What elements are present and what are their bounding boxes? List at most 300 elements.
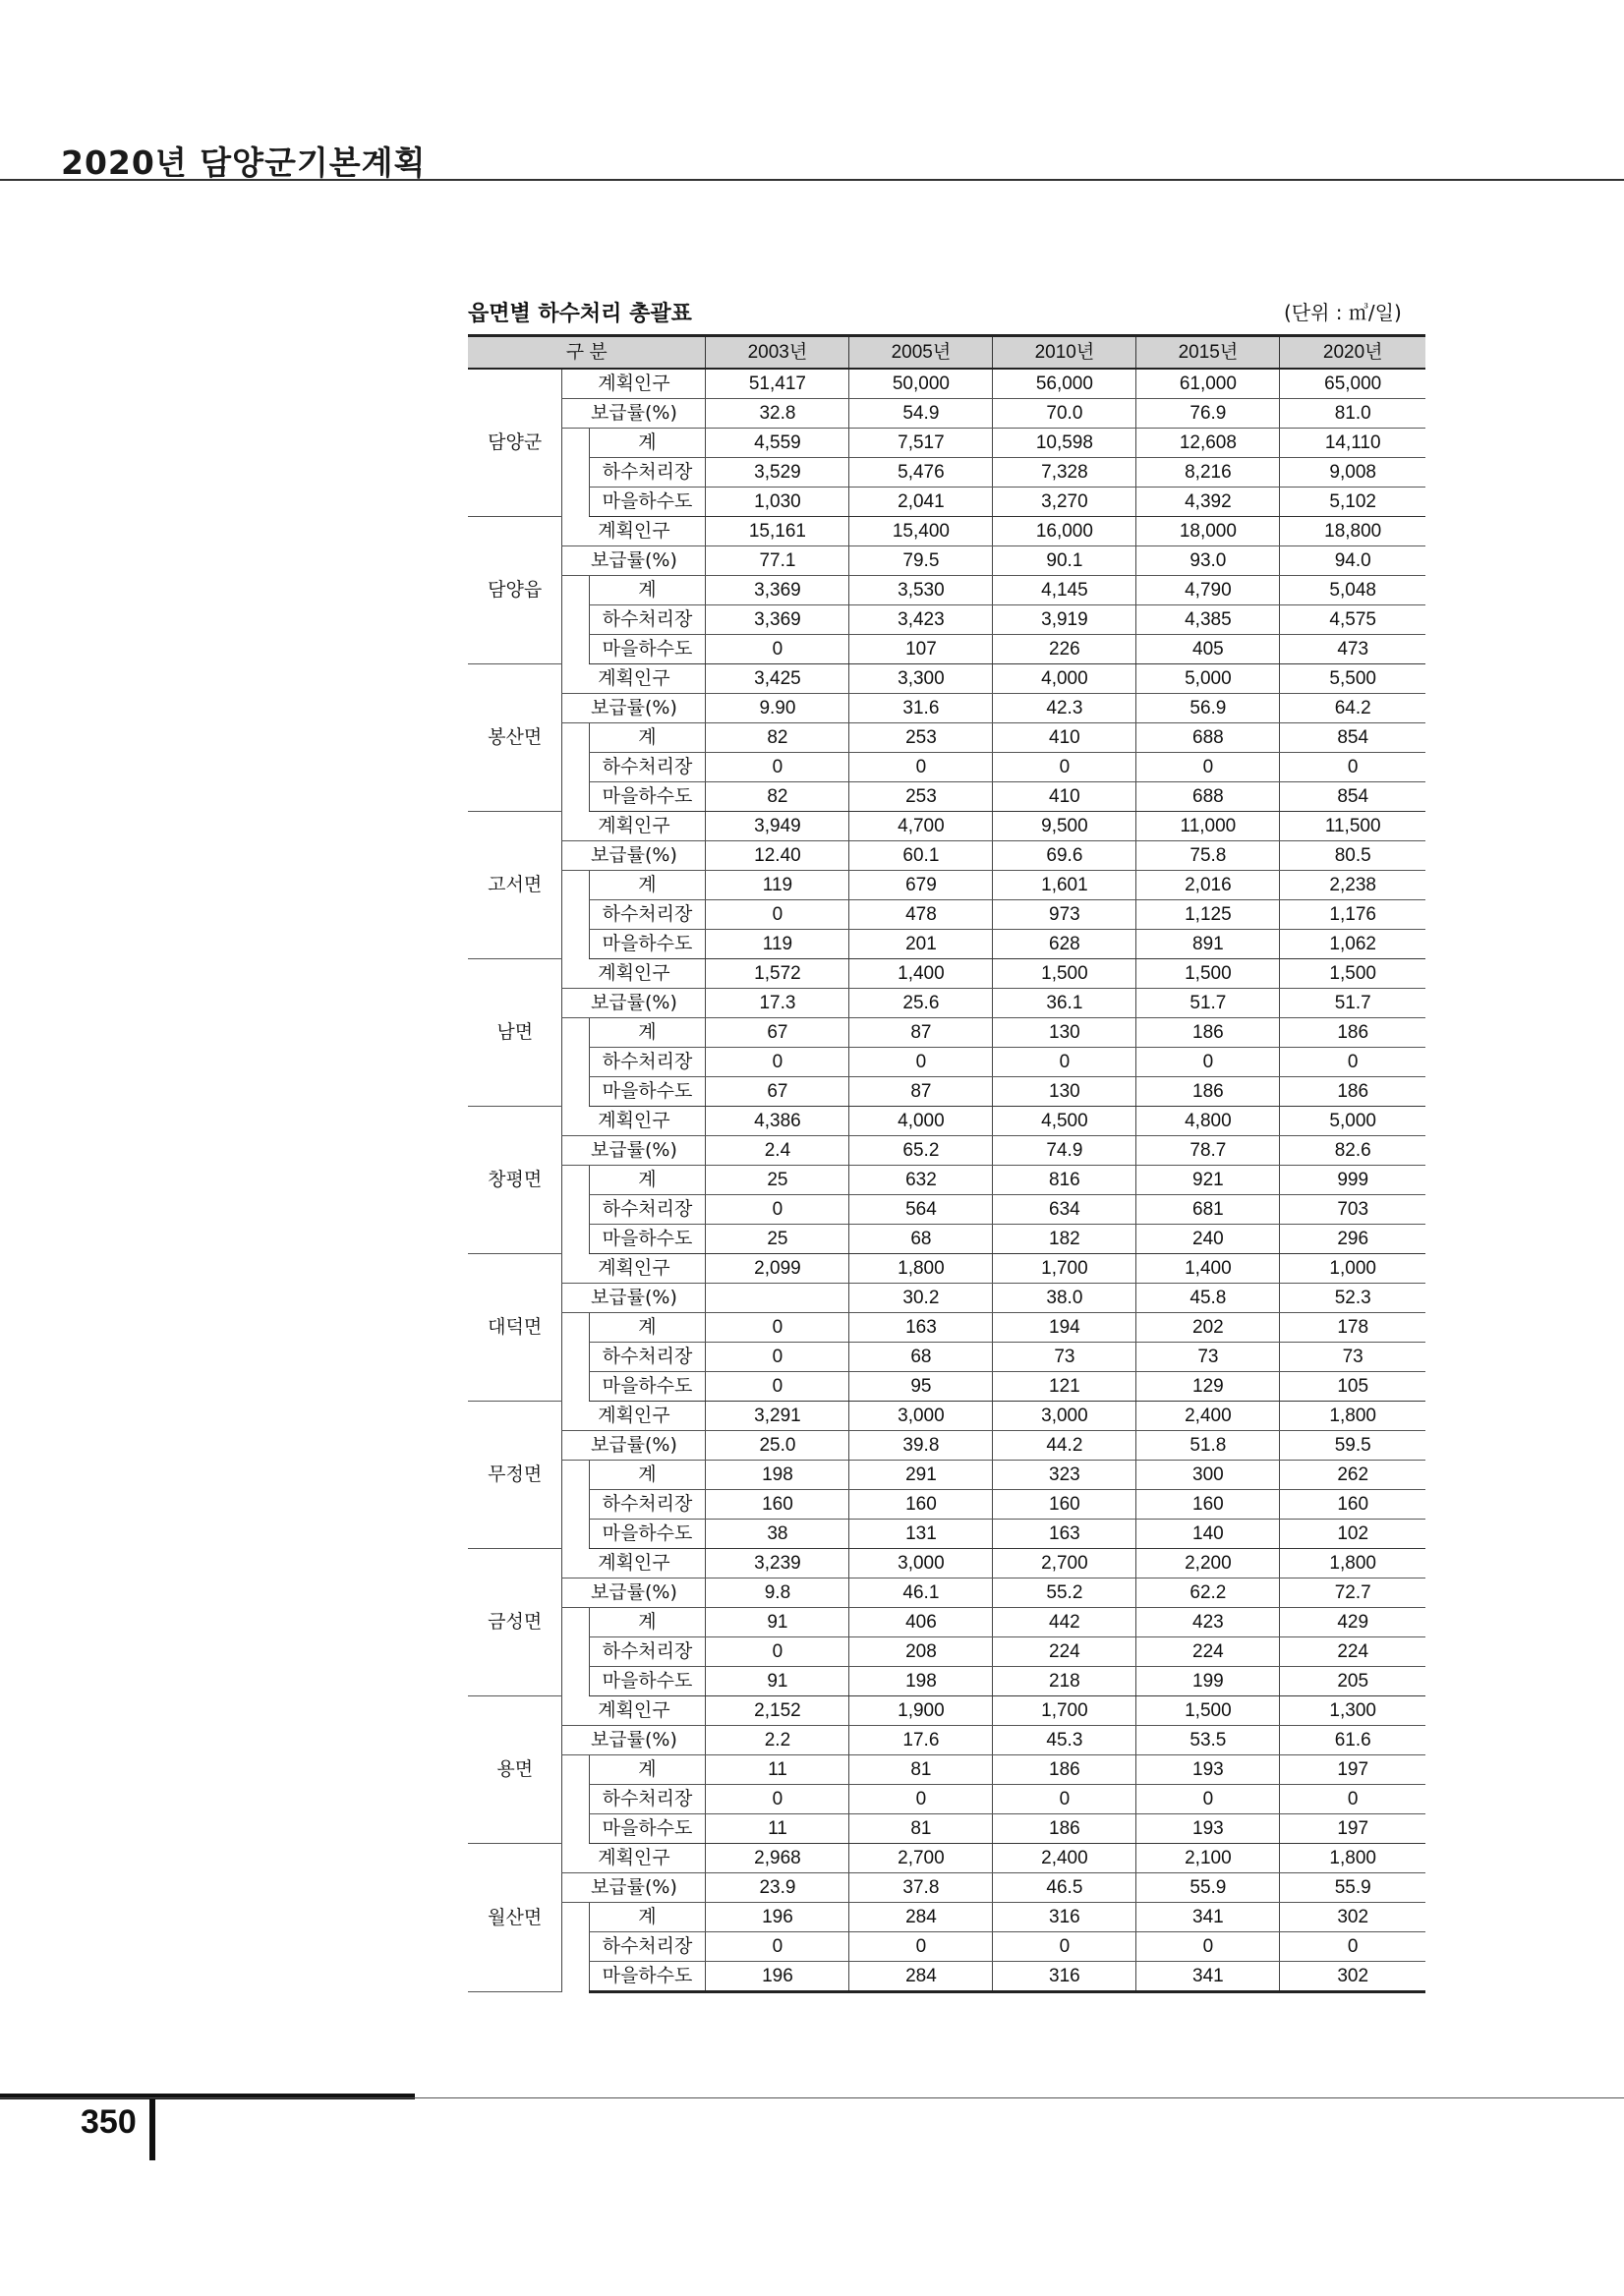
value-cell: 2.4: [706, 1136, 849, 1166]
value-cell: 130: [993, 1077, 1136, 1107]
value-cell: 163: [993, 1520, 1136, 1549]
row-label: 계획인구: [562, 1549, 706, 1578]
area-name: 남면: [468, 959, 562, 1107]
value-cell: 193: [1136, 1755, 1280, 1785]
table-row: [468, 1932, 1425, 1962]
value-cell: 253: [849, 782, 993, 812]
value-cell: 5,000: [1136, 664, 1280, 694]
value-cell: 4,700: [849, 812, 993, 841]
value-cell: 5,476: [849, 458, 993, 488]
value-cell: 0: [1280, 753, 1425, 782]
value-cell: 75.8: [1136, 841, 1280, 871]
table-row: [468, 1490, 1425, 1520]
value-cell: 2,099: [706, 1254, 849, 1284]
value-cell: 1,062: [1280, 930, 1425, 959]
value-cell: 11,500: [1280, 812, 1425, 841]
value-cell: 0: [849, 1932, 993, 1962]
value-cell: 296: [1280, 1225, 1425, 1254]
value-cell: 1,800: [1280, 1844, 1425, 1873]
value-cell: 3,425: [706, 664, 849, 694]
value-cell: 5,500: [1280, 664, 1425, 694]
table-row: [468, 1696, 1425, 1726]
row-label: 계: [589, 576, 706, 605]
value-cell: 36.1: [993, 989, 1136, 1018]
table-row: [468, 1461, 1425, 1490]
table-row: [468, 1254, 1425, 1284]
value-cell: 11,000: [1136, 812, 1280, 841]
table-row: [468, 1402, 1425, 1431]
value-cell: 2,238: [1280, 871, 1425, 900]
table-row: [468, 1844, 1425, 1873]
table-row: [468, 664, 1425, 694]
table-row: [468, 782, 1425, 812]
value-cell: 32.8: [706, 399, 849, 429]
area-name: 용면: [468, 1696, 562, 1844]
page-marker: [149, 2099, 155, 2160]
value-cell: 119: [706, 871, 849, 900]
table-row: [468, 1667, 1425, 1696]
table-row: [468, 1873, 1425, 1903]
value-cell: 1,500: [1136, 959, 1280, 989]
value-cell: 62.2: [1136, 1578, 1280, 1608]
value-cell: 9,008: [1280, 458, 1425, 488]
header-category: 구 분: [468, 336, 706, 370]
value-cell: 39.8: [849, 1431, 993, 1461]
value-cell: 0: [706, 1343, 849, 1372]
value-cell: 1,601: [993, 871, 1136, 900]
value-cell: 12,608: [1136, 429, 1280, 458]
value-cell: 51.7: [1136, 989, 1280, 1018]
table-row: [468, 1520, 1425, 1549]
row-label: 계: [589, 1903, 706, 1932]
value-cell: 68: [849, 1343, 993, 1372]
row-label: 계: [589, 1166, 706, 1195]
value-cell: 3,000: [849, 1549, 993, 1578]
table-header-row: [468, 336, 1425, 370]
value-cell: 178: [1280, 1313, 1425, 1343]
value-cell: 193: [1136, 1814, 1280, 1844]
header-year: 2003년: [706, 336, 849, 370]
value-cell: 0: [849, 1785, 993, 1814]
value-cell: 224: [1280, 1637, 1425, 1667]
row-label: 보급률(%): [562, 694, 706, 723]
table-row: [468, 517, 1425, 546]
value-cell: 681: [1136, 1195, 1280, 1225]
table-row: [468, 871, 1425, 900]
value-cell: 224: [993, 1637, 1136, 1667]
row-label: 계획인구: [562, 517, 706, 546]
indent-cell: [562, 723, 589, 812]
area-name: 금성면: [468, 1549, 562, 1696]
table-row: [468, 1814, 1425, 1844]
value-cell: 0: [993, 1932, 1136, 1962]
value-cell: 18,800: [1280, 517, 1425, 546]
row-label: 보급률(%): [562, 1873, 706, 1903]
value-cell: 2.2: [706, 1726, 849, 1755]
value-cell: 284: [849, 1962, 993, 1992]
value-cell: 921: [1136, 1166, 1280, 1195]
value-cell: 999: [1280, 1166, 1425, 1195]
value-cell: 160: [1280, 1490, 1425, 1520]
area-name: 담양군: [468, 369, 562, 517]
header-rule: [0, 179, 1624, 181]
value-cell: 30.2: [849, 1284, 993, 1313]
value-cell: 634: [993, 1195, 1136, 1225]
value-cell: 323: [993, 1461, 1136, 1490]
table-row: [468, 1431, 1425, 1461]
value-cell: 5,048: [1280, 576, 1425, 605]
indent-cell: [562, 1608, 589, 1696]
value-cell: 95: [849, 1372, 993, 1402]
value-cell: 52.3: [1280, 1284, 1425, 1313]
row-label: 하수처리장: [589, 753, 706, 782]
value-cell: 0: [706, 1048, 849, 1077]
value-cell: 284: [849, 1903, 993, 1932]
value-cell: 9,500: [993, 812, 1136, 841]
row-label: 하수처리장: [589, 1048, 706, 1077]
value-cell: 56.9: [1136, 694, 1280, 723]
value-cell: 0: [849, 753, 993, 782]
value-cell: 94.0: [1280, 546, 1425, 576]
value-cell: 9.90: [706, 694, 849, 723]
value-cell: 56,000: [993, 369, 1136, 399]
value-cell: 11: [706, 1755, 849, 1785]
value-cell: 186: [993, 1814, 1136, 1844]
value-cell: 51.7: [1280, 989, 1425, 1018]
value-cell: 194: [993, 1313, 1136, 1343]
value-cell: 0: [1280, 1048, 1425, 1077]
table-row: [468, 546, 1425, 576]
value-cell: 198: [849, 1667, 993, 1696]
value-cell: 4,790: [1136, 576, 1280, 605]
value-cell: 50,000: [849, 369, 993, 399]
indent-cell: [562, 1903, 589, 1992]
value-cell: 18,000: [1136, 517, 1280, 546]
table-row: [468, 1785, 1425, 1814]
value-cell: 160: [993, 1490, 1136, 1520]
value-cell: 68: [849, 1225, 993, 1254]
value-cell: 253: [849, 723, 993, 753]
row-label: 하수처리장: [589, 1195, 706, 1225]
value-cell: 76.9: [1136, 399, 1280, 429]
value-cell: 410: [993, 782, 1136, 812]
value-cell: 105: [1280, 1372, 1425, 1402]
value-cell: 3,291: [706, 1402, 849, 1431]
value-cell: 12.40: [706, 841, 849, 871]
row-label: 계: [589, 429, 706, 458]
value-cell: 44.2: [993, 1431, 1136, 1461]
value-cell: 2,700: [993, 1549, 1136, 1578]
row-label: 계: [589, 1018, 706, 1048]
value-cell: 87: [849, 1018, 993, 1048]
value-cell: 23.9: [706, 1873, 849, 1903]
value-cell: 186: [1136, 1077, 1280, 1107]
value-cell: 186: [1136, 1018, 1280, 1048]
value-cell: 1,000: [1280, 1254, 1425, 1284]
value-cell: 4,559: [706, 429, 849, 458]
value-cell: 70.0: [993, 399, 1136, 429]
value-cell: 107: [849, 635, 993, 664]
value-cell: 198: [706, 1461, 849, 1490]
row-label: 보급률(%): [562, 546, 706, 576]
table-row: [468, 812, 1425, 841]
table-row: [468, 753, 1425, 782]
value-cell: 2,041: [849, 488, 993, 517]
table-row: [468, 1166, 1425, 1195]
table-row: [468, 429, 1425, 458]
value-cell: 163: [849, 1313, 993, 1343]
table-row: [468, 1107, 1425, 1136]
value-cell: 0: [1136, 1932, 1280, 1962]
value-cell: 4,000: [849, 1107, 993, 1136]
table-row: [468, 488, 1425, 517]
value-cell: 4,392: [1136, 488, 1280, 517]
value-cell: 410: [993, 723, 1136, 753]
value-cell: 0: [706, 1637, 849, 1667]
value-cell: 160: [706, 1490, 849, 1520]
value-cell: 197: [1280, 1814, 1425, 1844]
value-cell: 1,800: [849, 1254, 993, 1284]
value-cell: 688: [1136, 782, 1280, 812]
value-cell: 406: [849, 1608, 993, 1637]
value-cell: 2,016: [1136, 871, 1280, 900]
value-cell: 4,385: [1136, 605, 1280, 635]
value-cell: 74.9: [993, 1136, 1136, 1166]
table-row: [468, 369, 1425, 399]
row-label: 계: [589, 1313, 706, 1343]
value-cell: 3,300: [849, 664, 993, 694]
table-row: [468, 1225, 1425, 1254]
indent-cell: [562, 1755, 589, 1844]
value-cell: 42.3: [993, 694, 1136, 723]
table-row: [468, 1077, 1425, 1107]
value-cell: 688: [1136, 723, 1280, 753]
value-cell: 119: [706, 930, 849, 959]
value-cell: 0: [706, 1195, 849, 1225]
row-label: 보급률(%): [562, 1136, 706, 1166]
value-cell: 0: [993, 1048, 1136, 1077]
area-name: 대덕면: [468, 1254, 562, 1402]
value-cell: 199: [1136, 1667, 1280, 1696]
row-label: 하수처리장: [589, 1637, 706, 1667]
value-cell: 82.6: [1280, 1136, 1425, 1166]
area-name: 담양읍: [468, 517, 562, 664]
table-row: [468, 605, 1425, 635]
value-cell: 186: [1280, 1077, 1425, 1107]
value-cell: 1,700: [993, 1254, 1136, 1284]
row-label: 하수처리장: [589, 1343, 706, 1372]
value-cell: 3,369: [706, 605, 849, 635]
value-cell: 1,176: [1280, 900, 1425, 930]
value-cell: 0: [993, 753, 1136, 782]
value-cell: 77.1: [706, 546, 849, 576]
row-label: 계획인구: [562, 959, 706, 989]
table-row: [468, 1755, 1425, 1785]
value-cell: 0: [1280, 1785, 1425, 1814]
value-cell: 59.5: [1280, 1431, 1425, 1461]
value-cell: 0: [1136, 753, 1280, 782]
value-cell: 53.5: [1136, 1726, 1280, 1755]
value-cell: 65,000: [1280, 369, 1425, 399]
value-cell: 45.3: [993, 1726, 1136, 1755]
table-row: [468, 930, 1425, 959]
value-cell: 3,530: [849, 576, 993, 605]
value-cell: 3,000: [993, 1402, 1136, 1431]
value-cell: 341: [1136, 1962, 1280, 1992]
table-row: [468, 1313, 1425, 1343]
value-cell: 3,369: [706, 576, 849, 605]
value-cell: 0: [849, 1048, 993, 1077]
table-row: [468, 723, 1425, 753]
table-row: [468, 1726, 1425, 1755]
value-cell: 1,572: [706, 959, 849, 989]
value-cell: 423: [1136, 1608, 1280, 1637]
value-cell: 31.6: [849, 694, 993, 723]
value-cell: 201: [849, 930, 993, 959]
value-cell: 1,300: [1280, 1696, 1425, 1726]
value-cell: 37.8: [849, 1873, 993, 1903]
table-row: [468, 1284, 1425, 1313]
value-cell: 186: [993, 1755, 1136, 1785]
value-cell: 3,423: [849, 605, 993, 635]
value-cell: 1,500: [1136, 1696, 1280, 1726]
value-cell: 55.9: [1136, 1873, 1280, 1903]
value-cell: 55.2: [993, 1578, 1136, 1608]
value-cell: 0: [993, 1785, 1136, 1814]
value-cell: 67: [706, 1018, 849, 1048]
table-row: [468, 576, 1425, 605]
row-label: 하수처리장: [589, 1785, 706, 1814]
value-cell: 129: [1136, 1372, 1280, 1402]
indent-cell: [562, 1313, 589, 1402]
value-cell: 131: [849, 1520, 993, 1549]
table-row: [468, 458, 1425, 488]
value-cell: 208: [849, 1637, 993, 1667]
row-label: 마을하수도: [589, 782, 706, 812]
value-cell: 0: [706, 1313, 849, 1343]
value-cell: [706, 1284, 849, 1313]
value-cell: 316: [993, 1962, 1136, 1992]
value-cell: 300: [1136, 1461, 1280, 1490]
value-cell: 61,000: [1136, 369, 1280, 399]
row-label: 계: [589, 723, 706, 753]
value-cell: 341: [1136, 1903, 1280, 1932]
header-year: 2015년: [1136, 336, 1280, 370]
value-cell: 91: [706, 1608, 849, 1637]
value-cell: 1,800: [1280, 1402, 1425, 1431]
row-label: 마을하수도: [589, 1225, 706, 1254]
value-cell: 854: [1280, 782, 1425, 812]
area-name: 고서면: [468, 812, 562, 959]
value-cell: 11: [706, 1814, 849, 1844]
row-label: 하수처리장: [589, 1932, 706, 1962]
value-cell: 2,400: [993, 1844, 1136, 1873]
table-row: [468, 959, 1425, 989]
value-cell: 4,145: [993, 576, 1136, 605]
table-row: [468, 1372, 1425, 1402]
value-cell: 3,919: [993, 605, 1136, 635]
value-cell: 69.6: [993, 841, 1136, 871]
indent-cell: [562, 429, 589, 517]
table-row: [468, 1962, 1425, 1992]
value-cell: 9.8: [706, 1578, 849, 1608]
sewage-summary-table: [468, 334, 1425, 1993]
value-cell: 38: [706, 1520, 849, 1549]
value-cell: 72.7: [1280, 1578, 1425, 1608]
value-cell: 2,200: [1136, 1549, 1280, 1578]
row-label: 계획인구: [562, 664, 706, 694]
value-cell: 196: [706, 1962, 849, 1992]
value-cell: 65.2: [849, 1136, 993, 1166]
table-row: [468, 635, 1425, 664]
row-label: 계획인구: [562, 1402, 706, 1431]
value-cell: 302: [1280, 1903, 1425, 1932]
value-cell: 0: [706, 753, 849, 782]
value-cell: 0: [706, 900, 849, 930]
value-cell: 632: [849, 1166, 993, 1195]
header-title: 2020년 담양군기본계획: [61, 144, 427, 182]
row-label: 계: [589, 1608, 706, 1637]
row-label: 보급률(%): [562, 399, 706, 429]
table-row: [468, 1018, 1425, 1048]
table-body: [468, 369, 1425, 1992]
table-row: [468, 841, 1425, 871]
value-cell: 205: [1280, 1667, 1425, 1696]
row-label: 마을하수도: [589, 1077, 706, 1107]
value-cell: 82: [706, 782, 849, 812]
value-cell: 224: [1136, 1637, 1280, 1667]
value-cell: 0: [706, 1785, 849, 1814]
value-cell: 25: [706, 1225, 849, 1254]
value-cell: 55.9: [1280, 1873, 1425, 1903]
value-cell: 429: [1280, 1608, 1425, 1637]
value-cell: 90.1: [993, 546, 1136, 576]
row-label: 마을하수도: [589, 488, 706, 517]
value-cell: 226: [993, 635, 1136, 664]
page-number: 350: [81, 2103, 137, 2141]
indent-cell: [562, 1166, 589, 1254]
row-label: 계획인구: [562, 1844, 706, 1873]
value-cell: 4,800: [1136, 1107, 1280, 1136]
indent-cell: [562, 1461, 589, 1549]
value-cell: 291: [849, 1461, 993, 1490]
row-label: 계획인구: [562, 812, 706, 841]
value-cell: 0: [706, 1932, 849, 1962]
value-cell: 703: [1280, 1195, 1425, 1225]
value-cell: 121: [993, 1372, 1136, 1402]
table-row: [468, 1136, 1425, 1166]
unit-label: (단위 : ㎥/일): [1284, 301, 1402, 324]
value-cell: 1,500: [1280, 959, 1425, 989]
row-label: 계획인구: [562, 369, 706, 399]
row-label: 하수처리장: [589, 900, 706, 930]
value-cell: 0: [1280, 1932, 1425, 1962]
value-cell: 17.6: [849, 1726, 993, 1755]
row-label: 마을하수도: [589, 1814, 706, 1844]
value-cell: 160: [1136, 1490, 1280, 1520]
value-cell: 1,900: [849, 1696, 993, 1726]
value-cell: 15,161: [706, 517, 849, 546]
row-label: 마을하수도: [589, 1372, 706, 1402]
area-name: 창평면: [468, 1107, 562, 1254]
value-cell: 182: [993, 1225, 1136, 1254]
indent-cell: [562, 576, 589, 664]
value-cell: 87: [849, 1077, 993, 1107]
value-cell: 54.9: [849, 399, 993, 429]
value-cell: 5,000: [1280, 1107, 1425, 1136]
value-cell: 73: [1280, 1343, 1425, 1372]
value-cell: 891: [1136, 930, 1280, 959]
